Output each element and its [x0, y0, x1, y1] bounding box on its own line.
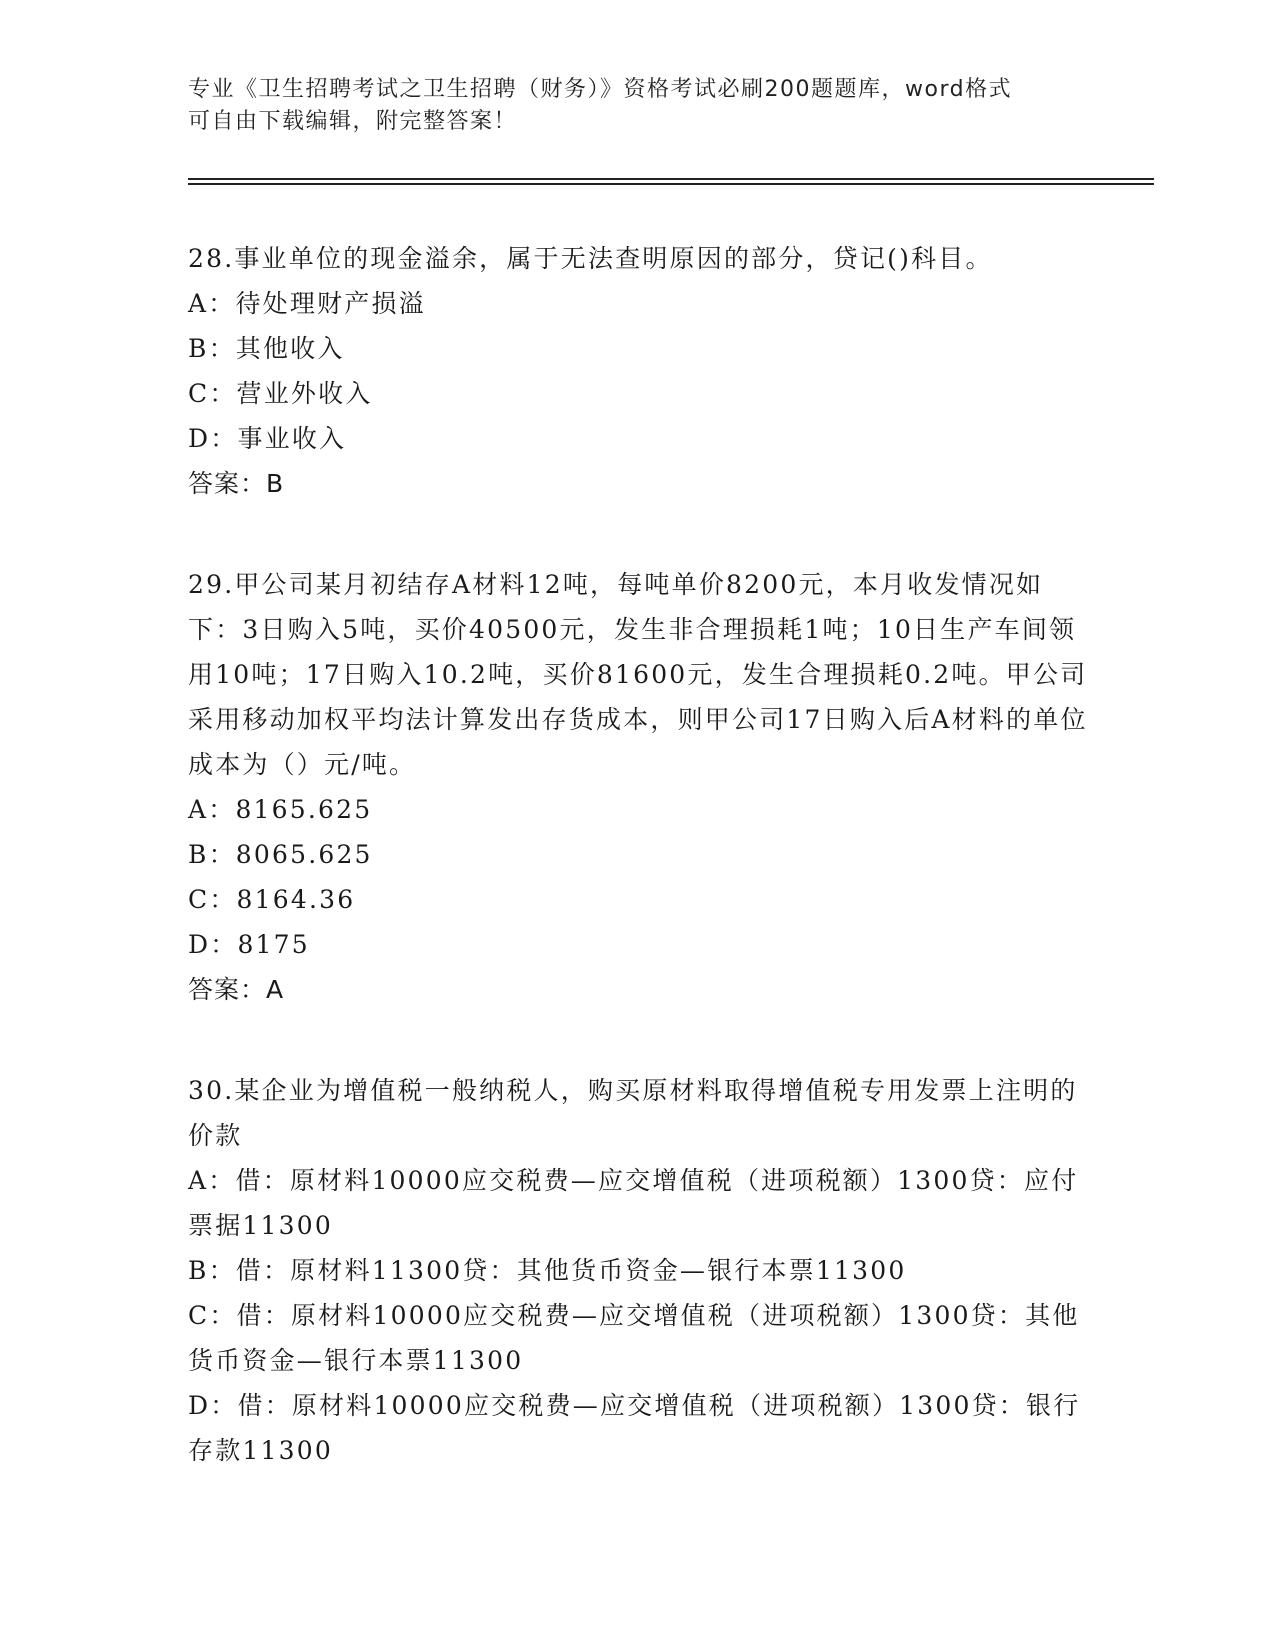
header-divider-bottom — [188, 183, 1154, 185]
header-divider-top — [188, 178, 1154, 180]
option-d: D：借：原材料10000应交税费—应交增值税（进项税额）1300贷：银行存款11300 — [188, 1391, 1081, 1465]
option-c: C：借：原材料10000应交税费—应交增值税（进项税额）1300贷：其他货币资金—银行本票11300 — [188, 1301, 1080, 1375]
option-c: C：营业外收入 — [188, 379, 373, 408]
question-text: 29.甲公司某月初结存A材料12吨，每吨单价8200元，本月收发情况如下：3日购入5吨，买价40500元，发生非合理损耗1吨；10日生产车间领用10吨；17日购入10.2吨，买价81600元，发生合理损耗0.2吨。甲公司采用移动加权平均法计算发出存货成本，则甲公司17日购入后A材料的单位成本为（）元/吨。 — [188, 570, 1088, 779]
option-b: B：其他收入 — [188, 334, 345, 363]
option-d: D：事业收入 — [188, 424, 347, 453]
question-30 — [188, 1068, 1088, 1473]
option-a: A：待处理财产损溢 — [188, 289, 426, 318]
option-a: A：8165.625 — [188, 795, 373, 824]
option-d: D：8175 — [188, 930, 310, 959]
option-b: B：8065.625 — [188, 840, 373, 869]
option-b: B：借：原材料11300贷：其他货币资金—银行本票11300 — [188, 1256, 907, 1285]
question-29 — [188, 562, 1088, 1013]
option-c: C：8164.36 — [188, 885, 356, 914]
answer-label: 答案：A — [188, 975, 285, 1004]
question-28 — [188, 236, 1088, 507]
question-list — [188, 236, 1088, 1528]
answer-label: 答案：B — [188, 469, 285, 498]
question-text: 28.事业单位的现金溢余，属于无法查明原因的部分，贷记()科目。 — [188, 244, 993, 273]
header-line-1: 专业《卫生招聘考试之卫生招聘（财务）》资格考试必刷200题题库，word格式 — [188, 77, 1013, 102]
document-header — [188, 74, 1068, 138]
question-text: 30.某企业为增值税一般纳税人，购买原材料取得增值税专用发票上注明的价款 — [188, 1076, 1078, 1150]
option-a: A：借：原材料10000应交税费—应交增值税（进项税额）1300贷：应付票据11300 — [188, 1166, 1079, 1240]
header-line-2: 可自由下载编辑，附完整答案！ — [188, 109, 518, 134]
